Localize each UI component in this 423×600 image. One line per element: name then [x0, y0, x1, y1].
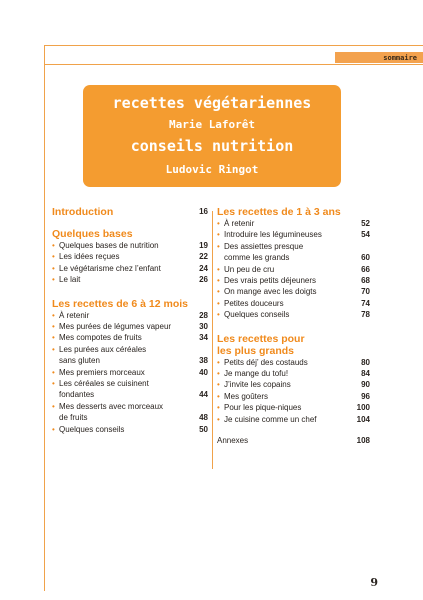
toc-page-number: 96 [361, 391, 370, 401]
toc-entry-label: À retenir [59, 310, 90, 320]
toc-entry[interactable] [52, 251, 208, 262]
bullet-icon: • [52, 333, 55, 343]
toc-entry-label: Un peu de cru [224, 264, 275, 274]
bullet-icon: • [217, 230, 220, 240]
toc-heading-label: Introduction [52, 206, 114, 218]
toc-page-number: 52 [361, 219, 370, 228]
toc-page-number: 19 [199, 241, 208, 250]
bullet-icon: • [217, 287, 220, 297]
bullet-icon: • [52, 401, 55, 411]
bullet-icon: • [52, 310, 55, 320]
toc-entry-label: Mes desserts avec morceaux de fruits [59, 401, 164, 423]
margin-rule [44, 45, 45, 591]
toc-entry-label: Pour les pique-niques [224, 403, 302, 413]
toc-entry-label: Mes goûters [224, 391, 269, 401]
toc-list-6-12 [52, 310, 208, 435]
toc-entry-label: À retenir [224, 219, 255, 228]
toc-entry-label: Annexes [217, 436, 249, 446]
toc-heading-label: Quelques bases [52, 228, 133, 240]
bullet-icon: • [52, 263, 55, 273]
book-title-2: conseils nutrition [130, 137, 294, 155]
toc-page-number: 50 [199, 424, 208, 434]
toc-heading-introduction[interactable] [52, 206, 208, 218]
toc-entry[interactable] [52, 274, 208, 285]
toc-page-number: 68 [361, 276, 370, 286]
bullet-icon: • [217, 369, 220, 379]
toc-entry[interactable] [217, 368, 370, 379]
toc-entry-annexes[interactable] [217, 435, 370, 446]
toc-entry[interactable] [217, 391, 370, 402]
toc-entry-label: Des assiettes presque comme les grands [224, 241, 304, 263]
toc-list-bases [52, 240, 208, 286]
section-label: sommaire [383, 53, 417, 62]
toc-list-grands [217, 357, 370, 425]
toc-entry-label: Quelques conseils [59, 424, 125, 434]
toc-entry-label: Des vrais petits déjeuners [224, 276, 317, 286]
header-rule-bottom [44, 64, 423, 65]
toc-entry[interactable] [52, 310, 208, 321]
toc-heading-1-3 [217, 206, 370, 218]
toc-page-number: 78 [361, 310, 370, 320]
bullet-icon: • [52, 241, 55, 250]
bullet-icon: • [52, 275, 55, 285]
toc-entry-label: Les idées reçues [59, 252, 120, 262]
bullet-icon: • [217, 310, 220, 320]
toc-page-number: 84 [361, 369, 370, 379]
toc-page-number: 38 [199, 356, 208, 366]
toc-entry-label: J’invite les copains [224, 380, 291, 390]
bullet-icon: • [217, 264, 220, 274]
toc-list-1-3 [217, 218, 370, 321]
bullet-icon: • [52, 252, 55, 262]
toc-page-number: 26 [199, 275, 208, 285]
toc-entry[interactable] [52, 332, 208, 343]
toc-entry[interactable] [217, 286, 370, 297]
toc-page-number: 80 [361, 357, 370, 367]
toc-entry-label: Les purées aux céréales sans gluten [59, 344, 147, 366]
toc-left-column [52, 206, 208, 435]
book-title-1: recettes végétariennes [112, 94, 312, 112]
title-banner [83, 85, 341, 187]
toc-entry[interactable] [217, 229, 370, 240]
toc-entry-label: Les céréales se cuisinent fondantes [59, 379, 149, 400]
toc-entry[interactable] [217, 414, 370, 425]
toc-page-number: 54 [361, 230, 370, 240]
toc-page-number: 24 [199, 263, 208, 273]
header-rule-top [44, 45, 423, 46]
toc-heading-label-line: Les recettes pour [217, 332, 305, 345]
toc-page-number: 28 [199, 310, 208, 320]
toc-entry[interactable] [217, 218, 370, 229]
bullet-icon: • [217, 357, 220, 367]
column-divider [212, 211, 213, 469]
author-1: Marie Laforêt [168, 118, 256, 131]
toc-page-number: 44 [199, 390, 208, 400]
toc-page-number: 90 [361, 380, 370, 390]
toc-entry-label: Petites douceurs [224, 298, 284, 308]
bullet-icon: • [217, 403, 220, 413]
toc-right-column [217, 206, 370, 446]
toc-entry-label: Introduire les légumineuses [224, 230, 322, 240]
bullet-icon: • [52, 367, 55, 377]
toc-entry-label: Le végétarisme chez l’enfant [59, 263, 161, 273]
toc-entry-label: Le lait [59, 275, 81, 285]
toc-entry[interactable] [52, 424, 208, 435]
toc-page-number: 40 [199, 367, 208, 377]
toc-page-number: 34 [199, 333, 208, 343]
toc-entry[interactable] [217, 402, 370, 413]
section-tab [335, 52, 423, 63]
toc-page-number: 16 [199, 207, 208, 216]
toc-page-number: 74 [361, 298, 370, 308]
toc-heading-6-12 [52, 298, 208, 310]
bullet-icon: • [217, 219, 220, 228]
toc-entry-label: On mange avec les doigts [224, 287, 317, 297]
toc-entry[interactable] [52, 367, 208, 378]
bullet-icon: • [217, 380, 220, 390]
bullet-icon: • [52, 424, 55, 434]
author-2: Ludovic Ringot [165, 163, 259, 176]
toc-entry[interactable] [52, 240, 208, 251]
toc-page-number: 22 [199, 252, 208, 262]
toc-entry-label: Mes purées de légumes vapeur [59, 322, 172, 332]
toc-entry-label: Je mange du tofu! [224, 369, 289, 379]
toc-entry[interactable] [217, 309, 370, 320]
toc-entry[interactable] [217, 298, 370, 309]
toc-page-number: 48 [199, 413, 208, 423]
toc-page-number: 108 [356, 436, 370, 446]
bullet-icon: • [217, 391, 220, 401]
toc-entry[interactable] [52, 263, 208, 274]
toc-entry[interactable] [52, 378, 208, 401]
toc-entry[interactable] [217, 241, 370, 264]
page-number: 9 [370, 576, 378, 589]
toc-heading-grands [217, 333, 370, 357]
bullet-icon: • [217, 414, 220, 424]
toc-page-number: 70 [361, 287, 370, 297]
toc-entry[interactable] [217, 275, 370, 286]
toc-entry-label: Mes premiers morceaux [59, 367, 145, 377]
toc-page-number: 60 [361, 253, 370, 263]
bullet-icon: • [52, 322, 55, 332]
bullet-icon: • [217, 241, 220, 251]
toc-page-number: 104 [356, 414, 370, 424]
bullet-icon: • [52, 344, 55, 354]
toc-entry[interactable] [217, 264, 370, 275]
toc-page-number: 100 [356, 403, 370, 413]
toc-entry-label: Quelques conseils [224, 310, 290, 320]
toc-page-number: 30 [199, 322, 208, 332]
toc-entry-label: Mes compotes de fruits [59, 333, 142, 343]
toc-entry-label: Je cuisine comme un chef [224, 414, 317, 424]
toc-heading-label: Les recettes de 1 à 3 ans [217, 206, 341, 218]
toc-entry[interactable] [217, 357, 370, 368]
bullet-icon: • [52, 379, 55, 389]
bullet-icon: • [217, 276, 220, 286]
toc-entry-label: Quelques bases de nutrition [59, 241, 159, 250]
toc-entry[interactable] [52, 401, 208, 424]
toc-heading-bases [52, 228, 208, 240]
toc-heading-label-line: les plus grands [217, 344, 295, 357]
toc-heading-label: Les recettes de 6 à 12 mois [52, 297, 188, 310]
toc-entry[interactable] [217, 379, 370, 390]
toc-entry[interactable] [52, 344, 208, 367]
toc-page-number: 66 [361, 264, 370, 274]
bullet-icon: • [217, 298, 220, 308]
toc-entry-label: Petits déj’ des costauds [224, 357, 308, 367]
toc-entry[interactable] [52, 321, 208, 332]
